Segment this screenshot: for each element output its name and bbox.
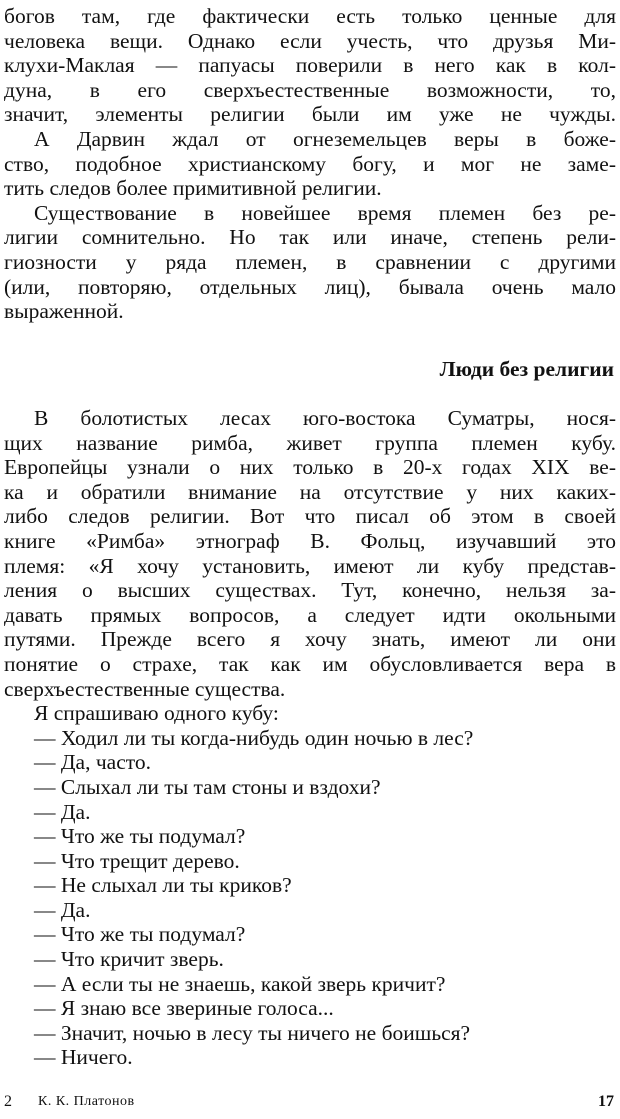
text-line: В болотистых лесах юго-востока Суматры, нося- (34, 406, 616, 430)
text-line: богов там, где фактически есть только ценные для (4, 4, 616, 28)
dialogue-line: — Да. (34, 799, 91, 824)
signature-mark: 2 (4, 1093, 12, 1110)
text-line: книге «Римба» этнограф В. Фольц, изучавший это (4, 528, 616, 553)
text-line: А Дарвин ждал от огнеземельцев веры в боже- (34, 126, 616, 151)
section-heading: Люди без религии (439, 357, 614, 381)
text-line: лигии сомнительно. Но так или иначе, степень рели- (4, 225, 616, 250)
text-line: давать прямых вопросов, а следует идти окольными (4, 602, 616, 627)
text-line: щих название римба, живет группа племен кубу. (4, 430, 616, 455)
dialogue-line: — Ходил ли ты когда-нибудь один ночью в лес? (34, 725, 474, 750)
text-line: человека вещи. Однако если учесть, что друзья Ми- (4, 28, 616, 53)
paragraph-block-main (4, 406, 616, 1070)
text-line: выраженной. (4, 299, 124, 324)
text-line: (или, повторяю, отдельных лиц), бывала очень мало (4, 274, 616, 299)
text-line: понятие о страхе, так как им обусловливается вера в (4, 651, 616, 676)
text-line: дуна, в его сверхъестественные возможности, то, (4, 77, 616, 102)
page-footer (0, 1090, 620, 1114)
text-line: Существование в новейшее время племен без ре- (34, 200, 616, 225)
dialogue-line: — Что трещит дерево. (34, 848, 240, 873)
text-line: ка и обратили внимание на отсутствие у них каких- (4, 479, 616, 504)
text-line: либо следов религии. Вот что писал об этом в своей (4, 504, 616, 529)
text-line: гиозности у ряда племен, в сравнении с другими (4, 249, 616, 274)
text-line: Европейцы узнали о них только в 20-х годах XIX ве- (4, 455, 616, 480)
paragraph-block-top (4, 4, 616, 324)
dialogue-line: — Да, часто. (34, 750, 151, 775)
dialogue-line: — Слыхал ли ты там стоны и вздохи? (34, 774, 381, 799)
dialogue-line: — Я знаю все звериные голоса... (34, 996, 334, 1021)
dialogue-line: — Что же ты подумал? (34, 922, 246, 947)
dialogue-line: — Что же ты подумал? (34, 824, 246, 849)
text-line: значит, элементы религии были им уже не чужды. (4, 102, 616, 127)
dialogue-line: — Значит, ночью в лесу ты ничего не боишься? (34, 1020, 471, 1045)
text-line: тить следов более примитивной религии. (4, 176, 382, 201)
text-line: клухи-Маклая — папуасы поверили в него как в кол- (4, 53, 616, 78)
text-line: ство, подобное христианскому богу, и мог не заме- (4, 151, 616, 176)
text-line: племя: «Я хочу установить, имеют ли кубу представ- (4, 553, 616, 578)
dialogue-line: — Что кричит зверь. (34, 947, 224, 972)
dialogue-line: — Да. (34, 897, 91, 922)
text-line: ления о высших существах. Тут, конечно, нельзя за- (4, 578, 616, 603)
text-line: путями. Прежде всего я хочу знать, имеют ли они (4, 627, 616, 652)
dialogue-line: — Ничего. (34, 1045, 133, 1070)
dialogue-intro: Я спрашиваю одного кубу: (34, 701, 279, 726)
dialogue-line: — А если ты не знаешь, какой зверь кричит? (34, 971, 446, 996)
dialogue-line: — Не слыхал ли ты криков? (34, 873, 292, 898)
running-title: К. К. Платонов (38, 1094, 135, 1109)
text-line: сверхъестественные существа. (4, 676, 286, 701)
page-number: 17 (598, 1093, 614, 1110)
